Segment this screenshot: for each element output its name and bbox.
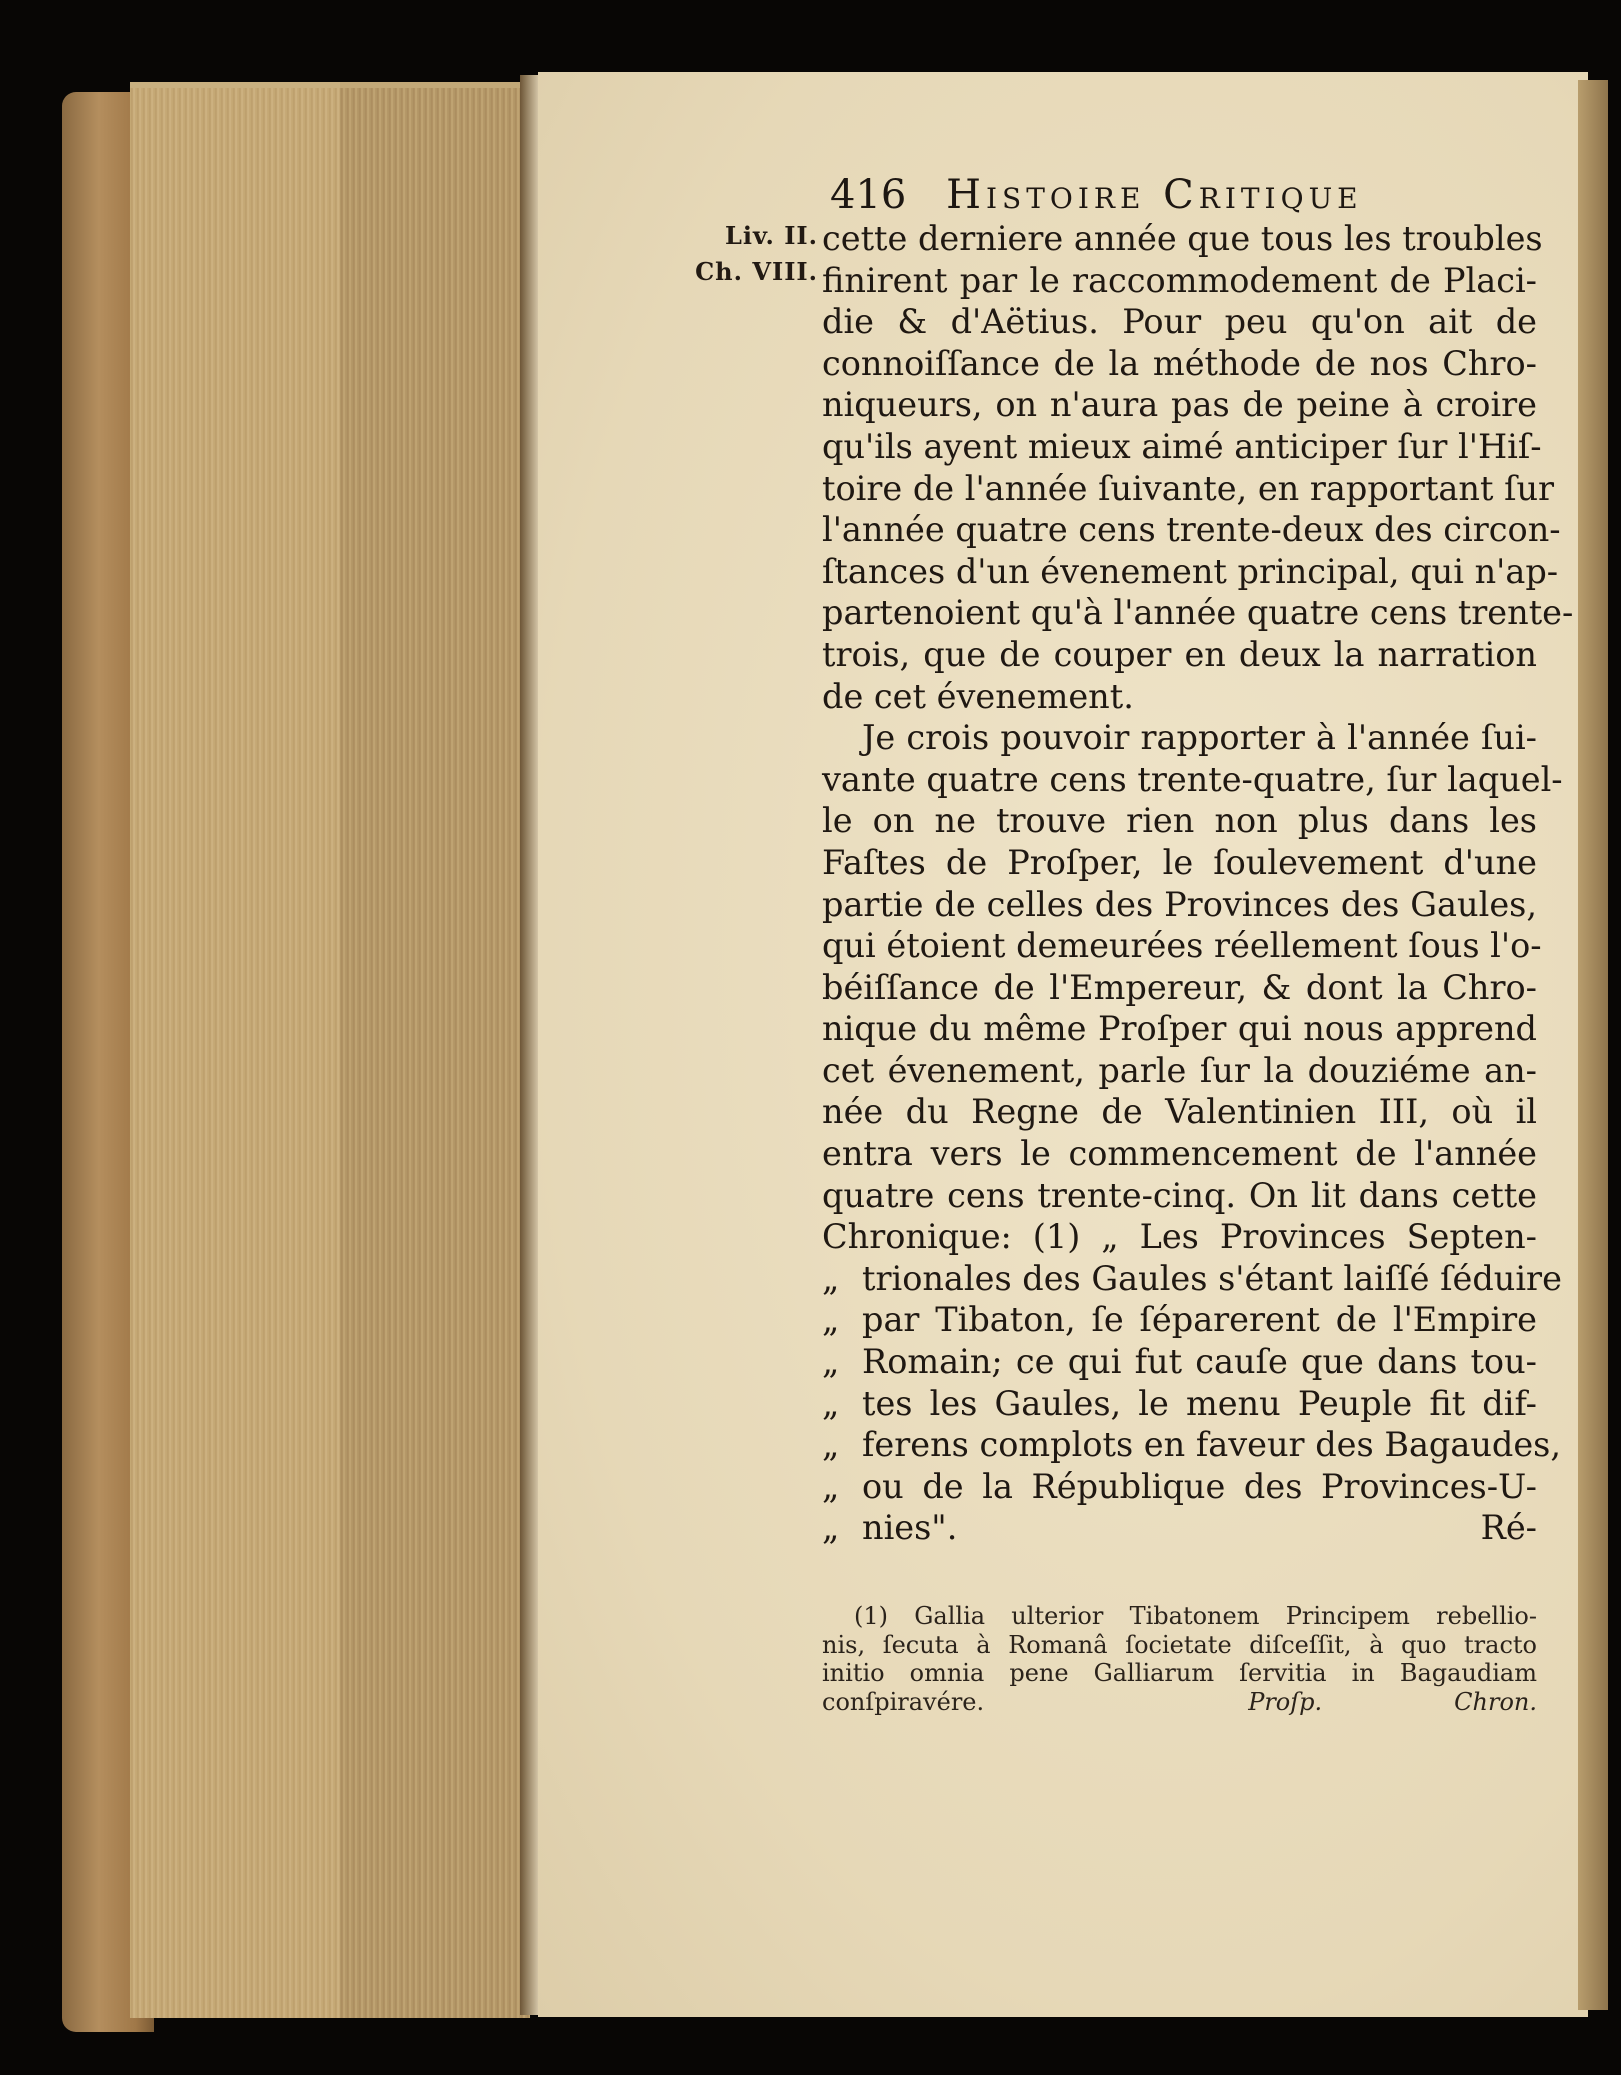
text-line: cet évenement, parle ſur la douziéme an-: [822, 1050, 1537, 1090]
quote-mark: „: [822, 1258, 840, 1298]
footnote-last-text: conſpiravére.: [822, 1687, 985, 1716]
running-title: Histoire Critique: [946, 172, 1363, 218]
quote-mark: „: [822, 1508, 840, 1548]
quote-line: [822, 1507, 1537, 1549]
catchword: Ré-: [1480, 1508, 1537, 1548]
text-line: partenoient qu'à l'année quatre cens trente-: [822, 593, 1574, 633]
text-line: qu'ils ayent mieux aimé anticiper ſur l'Hiſ-: [822, 426, 1542, 466]
page-block-edge-inner: [340, 82, 530, 2018]
quote-text: Romain; ce qui fut cauſe que dans tou-: [862, 1342, 1537, 1382]
quote-text: trionales des Gaules s'étant laiſſé ſéduire: [862, 1258, 1562, 1298]
text-line: die & d'Aëtius. Pour peu qu'on ait de: [822, 302, 1537, 342]
text-line: Chronique: (1) „ Les Provinces Septen-: [822, 1217, 1537, 1257]
text-line: connoiſſance de la méthode de nos Chro-: [822, 343, 1537, 383]
text-line: le on ne trouve rien non plus dans les: [822, 801, 1537, 841]
text-line: entra vers le commencement de l'année: [822, 1134, 1537, 1174]
text-line: niqueurs, on n'aura pas de peine à croire: [822, 385, 1537, 425]
quote-mark: „: [822, 1300, 840, 1340]
quote-line: [822, 1258, 1562, 1300]
footnote-line: [822, 1688, 1537, 1717]
footnote-line: (1) Gallia ulterior Tibatonem Principem rebellio-: [854, 1602, 1537, 1630]
text-line: trois, que de couper en deux la narration: [822, 634, 1537, 674]
text-line: finirent par le raccommodement de Placi-: [822, 260, 1537, 300]
text-line: quatre cens trente-cinq. On lit dans cette: [822, 1175, 1537, 1215]
footnote-citation: Proſp. Chron.: [1248, 1687, 1537, 1716]
quote-text: ferens complots en faveur des Bagaudes,: [862, 1425, 1562, 1465]
quote-mark: „: [822, 1425, 840, 1465]
quote-line: [822, 1299, 1537, 1341]
text-line: Faſtes de Proſper, le ſoulevement d'une: [822, 842, 1537, 882]
margin-note-book: Liv. II.: [724, 221, 818, 250]
running-header: [830, 172, 1363, 218]
quote-text: ou de la République des Provinces-U-: [862, 1466, 1537, 1506]
quote-text: nies".: [862, 1508, 958, 1548]
quote-text: par Tibaton, ſe ſéparerent de l'Empire: [862, 1300, 1537, 1340]
text-line: vante quatre cens trente-quatre, ſur laquel-: [822, 759, 1563, 799]
margin-note: [688, 218, 818, 290]
text-line: ſtances d'un évenement principal, qui n'ap-: [822, 551, 1559, 591]
quote-text: tes les Gaules, le menu Peuple fit dif-: [862, 1383, 1537, 1423]
margin-note-chapter: Ch. VIII.: [695, 257, 818, 286]
text-line: partie de celles des Provinces des Gaules,: [822, 884, 1537, 924]
quote-mark: „: [822, 1466, 840, 1506]
footnote-line: initio omnia pene Galliarum ſervitia in Bagaudiam: [822, 1659, 1537, 1687]
text-line: béiſſance de l'Empereur, & dont la Chro-: [822, 967, 1537, 1007]
text-line: Je crois pouvoir rapporter à l'année ſui-: [862, 718, 1537, 758]
quote-mark: „: [822, 1383, 840, 1423]
quote-mark: „: [822, 1342, 840, 1382]
text-line: qui étoient demeurées réellement ſous l'o-: [822, 926, 1542, 966]
text-line: nique du même Proſper qui nous apprend: [822, 1009, 1537, 1049]
text-line: toire de l'année ſuivante, en rapportant ſur: [822, 468, 1555, 508]
text-line: l'année quatre cens trente-deux des circon-: [822, 510, 1561, 550]
quote-line: [822, 1383, 1537, 1425]
page-block-edge: [130, 82, 345, 2018]
text-line: cette derniere année que tous les troubles: [822, 219, 1543, 258]
quote-line: [822, 1341, 1537, 1383]
footnote-line: nis, ſecuta à Romanâ ſocietate diſceſſit, à quo tracto: [822, 1630, 1537, 1659]
body-text: [822, 218, 1574, 1549]
page-number: 416: [830, 172, 907, 218]
quote-line: [822, 1466, 1537, 1508]
text-line: de cet évenement.: [822, 676, 1134, 716]
text-line: née du Regne de Valentinien III, où il: [822, 1092, 1537, 1132]
facing-page-edge: [1578, 80, 1608, 2010]
footnote: [822, 1602, 1537, 1716]
quote-line: [822, 1424, 1562, 1466]
